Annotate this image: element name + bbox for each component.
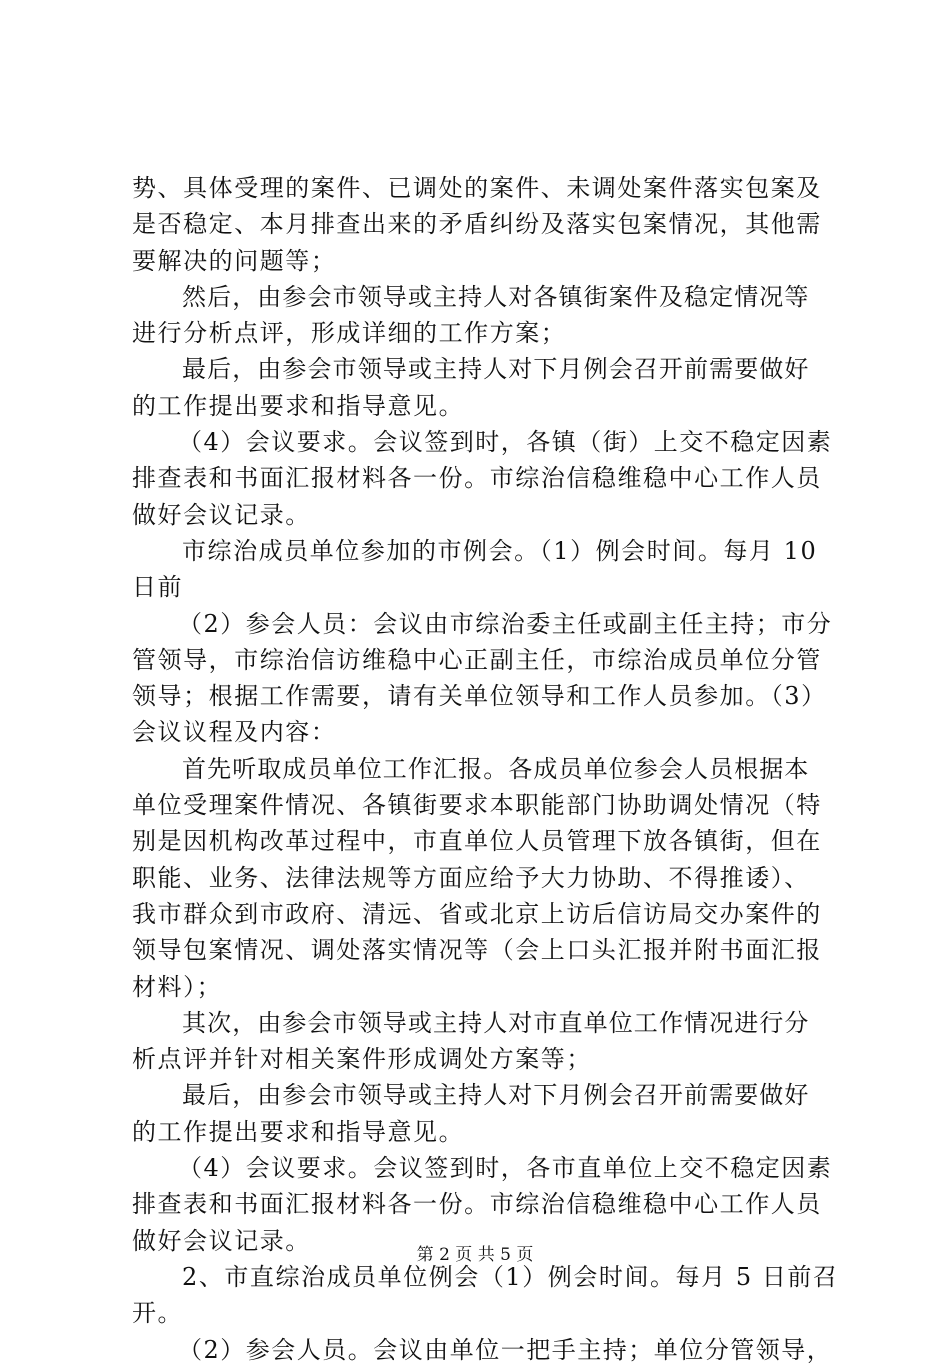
text-line: 领导；根据工作需要，请有关单位领导和工作人员参加。（3） <box>132 682 827 711</box>
text-line: 最后，由参会市领导或主持人对下月例会召开前需要做好 <box>182 355 810 384</box>
text-line: 职能、业务、法律法规等方面应给予大力协助、不得推诿）、 <box>132 863 810 892</box>
text-line: 材料）； <box>132 972 223 1001</box>
text-line: 最后，由参会市领导或主持人对下月例会召开前需要做好 <box>182 1081 810 1110</box>
text-line: 首先听取成员单位工作汇报。各成员单位参会人员根据本 <box>182 754 810 783</box>
text-line: 开。 <box>132 1299 184 1328</box>
text-line: 日前 <box>132 573 184 602</box>
text-line: 的工作提出要求和指导意见。 <box>132 1117 465 1146</box>
text-line: 势、具体受理的案件、已调处的案件、未调处案件落实包案及 <box>132 174 822 202</box>
text-line: 领导包案情况、调处落实情况等（会上口头汇报并附书面汇报 <box>132 936 822 965</box>
text-line: 做好会议记录。 <box>132 1226 311 1255</box>
page-footer: 第 2 页 共 5 页 <box>416 1245 534 1265</box>
document-body <box>132 170 839 1368</box>
text-line: 做好会议记录。 <box>132 500 311 529</box>
text-line: （2）参会人员。会议由单位一把手主持；单位分管领导， <box>178 1335 833 1364</box>
text-line: 是否稳定、本月排查出来的矛盾纠纷及落实包案情况，其他需 <box>132 210 822 239</box>
text-line: 别是因机构改革过程中，市直单位人员管理下放各镇街，但在 <box>132 827 822 856</box>
text-line: 会议议程及内容： <box>132 718 337 747</box>
text-line: 排查表和书面汇报材料各一份。市综治信稳维稳中心工作人员 <box>132 464 822 493</box>
text-line: 市综治成员单位参加的市例会。（1）例会时间。每月 10 <box>182 536 818 565</box>
text-line: 析点评并针对相关案件形成调处方案等； <box>132 1045 592 1074</box>
text-line: 2、市直综治成员单位例会（1）例会时间。每月 5 日前召 <box>182 1262 839 1291</box>
text-line: （2）参会人员：会议由市综治委主任或副主任主持；市分 <box>178 609 833 638</box>
text-line: 其次，由参会市领导或主持人对市直单位工作情况进行分 <box>182 1008 810 1037</box>
text-line: （4）会议要求。会议签到时，各市直单位上交不稳定因素 <box>178 1154 833 1183</box>
text-line: 进行分析点评，形成详细的工作方案； <box>132 319 567 348</box>
text-line: 管领导，市综治信访维稳中心正副主任，市综治成员单位分管 <box>132 645 822 674</box>
text-line: 然后，由参会市领导或主持人对各镇街案件及稳定情况等 <box>182 282 810 311</box>
text-line: 排查表和书面汇报材料各一份。市综治信稳维稳中心工作人员 <box>132 1190 822 1219</box>
text-line: 我市群众到市政府、清远、省或北京上访后信访局交办案件的 <box>132 899 822 928</box>
text-line: 要解决的问题等； <box>132 246 337 275</box>
text-line: 单位受理案件情况、各镇街要求本职能部门协助调处情况（特 <box>132 791 822 820</box>
text-line: （4）会议要求。会议签到时，各镇（街）上交不稳定因素 <box>178 428 833 457</box>
text-line: 的工作提出要求和指导意见。 <box>132 391 465 420</box>
